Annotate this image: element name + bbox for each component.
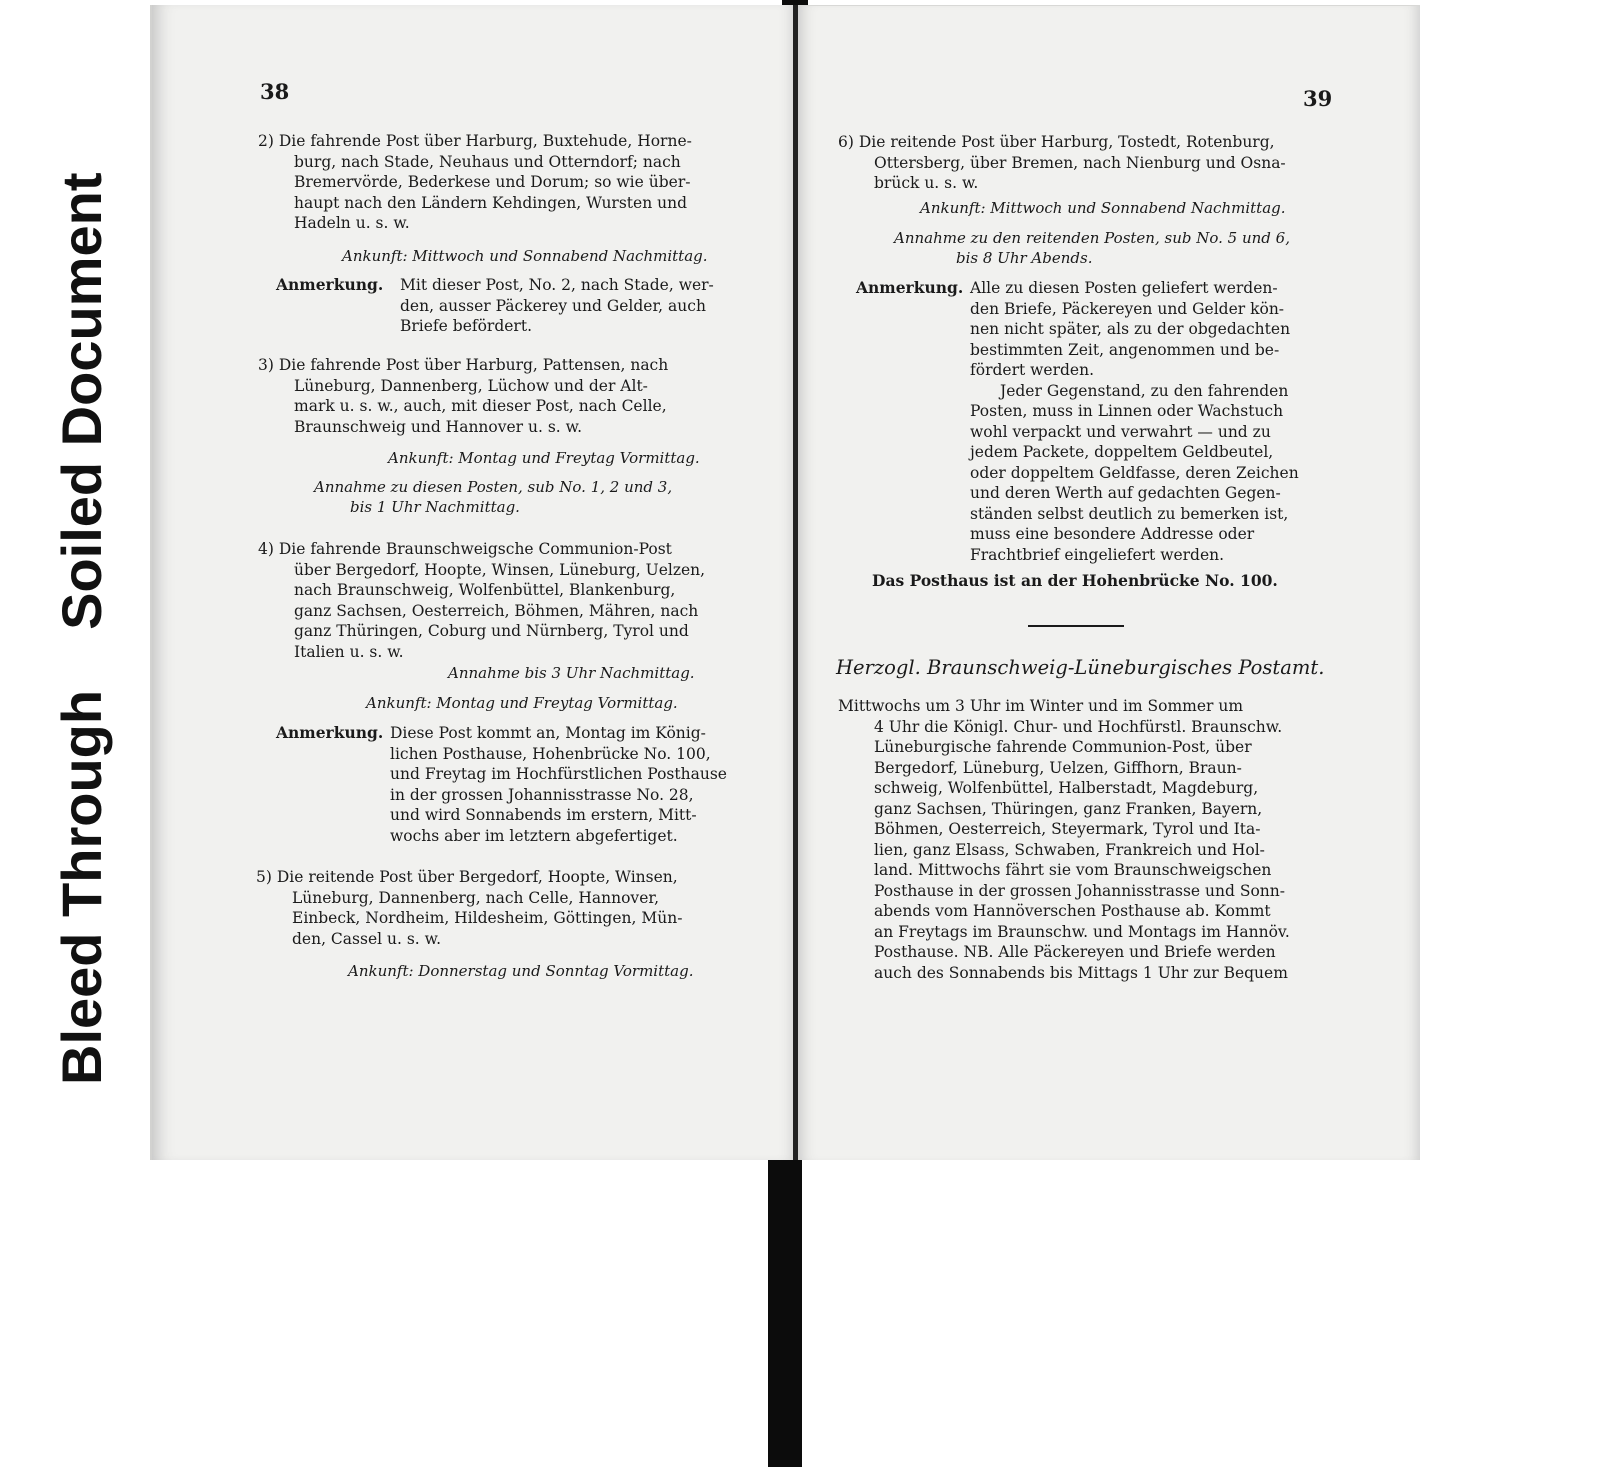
note-line: Alle zu diesen Posten geliefert werden- bbox=[970, 279, 1278, 297]
arrival-time: Ankunft: Mittwoch und Sonnabend Nachmittag. bbox=[920, 199, 1286, 217]
entry-2 bbox=[258, 131, 692, 234]
note-line: wochs aber im letztern abgefertiget. bbox=[390, 826, 678, 845]
note-line: und wird Sonnabends im erstern, Mitt- bbox=[390, 806, 697, 824]
postamt-line: Lüneburgische fahrende Communion-Post, über bbox=[874, 738, 1252, 756]
spine-bottom bbox=[768, 1160, 802, 1467]
arrival-time: Ankunft: Donnerstag und Sonntag Vormittag. bbox=[348, 962, 694, 980]
arrival-time: Ankunft: Mittwoch und Sonnabend Nachmittag. bbox=[342, 247, 708, 265]
entry-line: 5) Die reitende Post über Bergedorf, Hoopte, Winsen, bbox=[256, 868, 678, 886]
acceptance-line: Annahme zu diesen Posten, sub No. 1, 2 und 3, bbox=[314, 478, 673, 496]
acceptance-time bbox=[314, 477, 672, 517]
entry-5 bbox=[256, 867, 682, 949]
entry-line: Ottersberg, über Bremen, nach Nienburg und Osna- bbox=[874, 153, 1286, 172]
open-book bbox=[150, 5, 1420, 1160]
acceptance-line: Annahme zu den reitenden Posten, sub No. 5 und 6, bbox=[894, 229, 1290, 247]
entry-line: Einbeck, Nordheim, Hildesheim, Göttingen, Mün- bbox=[292, 909, 683, 927]
postamt-line: auch des Sonnabends bis Mittags 1 Uhr zur Bequem bbox=[874, 963, 1288, 982]
entry-line: brück u. s. w. bbox=[874, 174, 979, 192]
entry-line: 3) Die fahrende Post über Harburg, Pattensen, nach bbox=[258, 356, 669, 374]
note-line: ständen selbst deutlich zu bemerken ist, bbox=[970, 504, 1289, 523]
arrival-time: Ankunft: Montag und Freytag Vormittag. bbox=[366, 694, 678, 712]
note-line: jedem Packete, doppeltem Geldbeutel, bbox=[970, 443, 1274, 461]
note-line: bestimmten Zeit, angenommen und be- bbox=[970, 340, 1280, 359]
acceptance-line: bis 1 Uhr Nachmittag. bbox=[350, 498, 520, 516]
note-line: Posten, muss in Linnen oder Wachstuch bbox=[970, 402, 1284, 420]
postamt-line: 4 Uhr die Königl. Chur- und Hochfürstl. Braunschw. bbox=[874, 717, 1283, 736]
entry-line: haupt nach den Ländern Kehdingen, Wursten und bbox=[294, 193, 687, 212]
note-line: fördert werden. bbox=[970, 361, 1094, 379]
arrival-time: Ankunft: Montag und Freytag Vormittag. bbox=[388, 449, 700, 467]
postamt-line: lien, ganz Elsass, Schwaben, Frankreich und Hol- bbox=[874, 840, 1265, 859]
note-line: den, ausser Päckerey und Gelder, auch bbox=[400, 296, 706, 315]
page-number: 39 bbox=[1303, 86, 1333, 111]
entry-line: Hadeln u. s. w. bbox=[294, 214, 410, 232]
acceptance-line: bis 8 Uhr Abends. bbox=[956, 249, 1093, 267]
entry-line: Lüneburg, Dannenberg, Lüchow und der Alt- bbox=[294, 376, 648, 395]
posthaus-address: Das Posthaus ist an der Hohenbrücke No. 100. bbox=[872, 571, 1278, 590]
note-line: Mit dieser Post, No. 2, nach Stade, wer- bbox=[400, 276, 714, 294]
postamt-line: Bergedorf, Lüneburg, Uelzen, Giffhorn, Braun- bbox=[874, 758, 1242, 777]
note-line: muss eine besondere Addresse oder bbox=[970, 525, 1255, 543]
note-label: Anmerkung. bbox=[856, 278, 964, 297]
entry-4 bbox=[258, 539, 705, 662]
note-label: Anmerkung. bbox=[276, 275, 384, 294]
note-line: wohl verpackt und verwahrt — und zu bbox=[970, 422, 1271, 441]
note-text bbox=[970, 278, 1299, 565]
section-heading: Herzogl. Braunschweig-Lüneburgisches Postamt. bbox=[836, 656, 1325, 679]
section-divider bbox=[1028, 625, 1124, 627]
note-line: und Freytag im Hochfürstlichen Posthause bbox=[390, 765, 727, 783]
postamt-line: Mittwochs um 3 Uhr im Winter und im Sommer um bbox=[838, 697, 1244, 715]
bleed-through-label: Bleed Through bbox=[50, 689, 113, 1085]
entry-line: Bremervörde, Bederkese und Dorum; so wie über- bbox=[294, 173, 691, 191]
entry-line: über Bergedorf, Hoopte, Winsen, Lüneburg, Uelzen, bbox=[294, 560, 706, 579]
entry-6 bbox=[838, 132, 1286, 194]
postamt-line: abends vom Hannöverschen Posthause ab. Kommt bbox=[874, 902, 1271, 920]
entry-line: Italien u. s. w. bbox=[294, 642, 404, 661]
note-label: Anmerkung. bbox=[276, 723, 384, 742]
postamt-line: an Freytags im Braunschw. und Montags im Hannöv. bbox=[874, 922, 1290, 941]
acceptance-time bbox=[894, 228, 1290, 268]
postamt-line: Böhmen, Oesterreich, Steyermark, Tyrol und Ita- bbox=[874, 820, 1261, 838]
entry-line: burg, nach Stade, Neuhaus und Otterndorf; nach bbox=[294, 152, 681, 171]
entry-line: ganz Thüringen, Coburg und Nürnberg, Tyrol und bbox=[294, 622, 689, 640]
page-number: 38 bbox=[260, 79, 290, 104]
postamt-line: schweig, Wolfenbüttel, Halberstadt, Magdeburg, bbox=[874, 779, 1259, 797]
note-line: den Briefe, Päckereyen und Gelder kön- bbox=[970, 299, 1285, 318]
postamt-line: land. Mittwochs fährt sie vom Braunschweigschen bbox=[874, 861, 1272, 879]
entry-line: mark u. s. w., auch, mit dieser Post, nach Celle, bbox=[294, 397, 667, 415]
left-page bbox=[150, 5, 797, 1160]
note-line: und deren Werth auf gedachten Gegen- bbox=[970, 484, 1281, 502]
postamt-line: Posthause. NB. Alle Päckereyen und Briefe werden bbox=[874, 943, 1276, 961]
right-page bbox=[798, 5, 1420, 1160]
note-line: Diese Post kommt an, Montag im König- bbox=[390, 724, 706, 742]
note-text bbox=[390, 723, 727, 846]
note-line: oder doppeltem Geldfasse, deren Zeichen bbox=[970, 463, 1299, 482]
entry-line: den, Cassel u. s. w. bbox=[292, 929, 441, 948]
entry-3 bbox=[258, 355, 668, 437]
entry-line: Lüneburg, Dannenberg, nach Celle, Hannover, bbox=[292, 888, 659, 907]
entry-line: 4) Die fahrende Braunschweigsche Communion-Post bbox=[258, 540, 672, 558]
postamt-line: Posthause in der grossen Johannisstrasse und Sonn- bbox=[874, 881, 1285, 900]
document-condition-label bbox=[52, 55, 112, 1085]
note-line: nen nicht später, als zu der obgedachten bbox=[970, 320, 1291, 338]
note-line: lichen Posthause, Hohenbrücke No. 100, bbox=[390, 744, 711, 763]
soiled-document-label: Soiled Document bbox=[50, 172, 113, 630]
note-line: Jeder Gegenstand, zu den fahrenden bbox=[1000, 381, 1289, 400]
postamt-text bbox=[838, 696, 1290, 983]
entry-line: 6) Die reitende Post über Harburg, Tostedt, Rotenburg, bbox=[838, 133, 1275, 151]
note-text bbox=[400, 275, 714, 337]
entry-line: Braunschweig und Hannover u. s. w. bbox=[294, 417, 583, 436]
entry-line: 2) Die fahrende Post über Harburg, Buxtehude, Horne- bbox=[258, 132, 692, 150]
entry-line: nach Braunschweig, Wolfenbüttel, Blankenburg, bbox=[294, 581, 676, 599]
entry-line: ganz Sachsen, Oesterreich, Böhmen, Mähren, nach bbox=[294, 601, 699, 620]
note-line: Briefe befördert. bbox=[400, 317, 532, 335]
postamt-line: ganz Sachsen, Thüringen, ganz Franken, Bayern, bbox=[874, 799, 1263, 818]
note-line: in der grossen Johannisstrasse No. 28, bbox=[390, 785, 694, 804]
note-line: Frachtbrief eingeliefert werden. bbox=[970, 545, 1225, 564]
acceptance-time: Annahme bis 3 Uhr Nachmittag. bbox=[448, 664, 695, 682]
